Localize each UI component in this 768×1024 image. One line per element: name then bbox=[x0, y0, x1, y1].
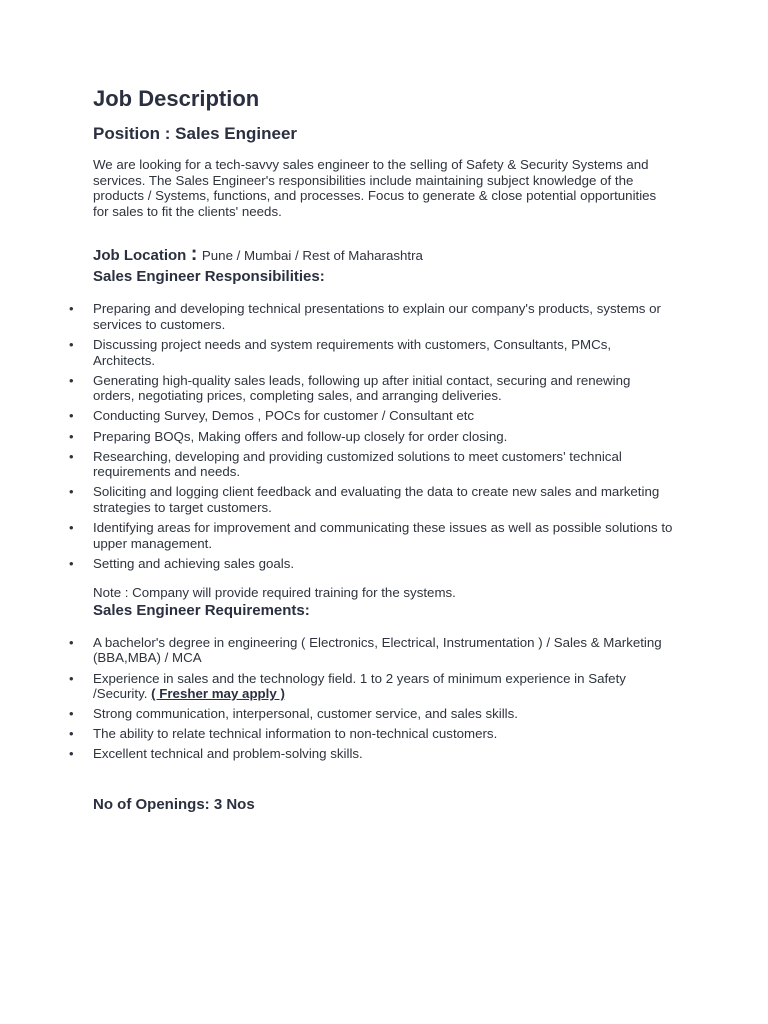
list-item-text: Preparing and developing technical presentations to explain our company's products, systems or services to customers. bbox=[93, 301, 661, 332]
list-item bbox=[69, 726, 673, 742]
list-item bbox=[69, 670, 673, 702]
list-item bbox=[69, 706, 673, 722]
list-item-text: Preparing BOQs, Making offers and follow-up closely for order closing. bbox=[93, 428, 508, 444]
requirements-list bbox=[69, 634, 673, 762]
bullet-icon: • bbox=[69, 555, 74, 571]
job-location-value: Pune / Mumbai / Rest of Maharashtra bbox=[201, 248, 423, 264]
bullet-icon: • bbox=[69, 520, 74, 535]
list-item-text: Conducting Survey, Demos , POCs for customer / Consultant etc bbox=[93, 408, 475, 424]
bullet-icon: • bbox=[69, 428, 74, 444]
list-item bbox=[69, 448, 673, 480]
list-item-text: Soliciting and logging client feedback and evaluating the data to create new sales and marketing strategies to target customers. bbox=[93, 484, 660, 515]
bullet-icon: • bbox=[69, 408, 74, 424]
list-item bbox=[69, 520, 673, 551]
bullet-icon: • bbox=[69, 670, 74, 686]
bullet-icon: • bbox=[69, 726, 74, 742]
training-note: Note : Company will provide required training for the systems. bbox=[93, 585, 456, 601]
responsibilities-heading: Sales Engineer Responsibilities: bbox=[93, 268, 325, 286]
bullet-icon: • bbox=[69, 634, 74, 650]
page-title: Job Description bbox=[93, 86, 260, 111]
list-item-text: Strong communication, interpersonal, customer service, and sales skills. bbox=[93, 706, 518, 722]
bullet-icon: • bbox=[69, 448, 74, 464]
list-item bbox=[69, 301, 673, 332]
bullet-icon: • bbox=[69, 746, 74, 762]
list-item-text: Setting and achieving sales goals. bbox=[93, 555, 295, 571]
list-item-text: Experience in sales and the technology field. 1 to 2 years of minimum experience in Safety /Security. bbox=[93, 670, 626, 702]
requirements-heading: Sales Engineer Requirements: bbox=[93, 601, 310, 619]
list-item-text: Researching, developing and providing customized solutions to meet customers' technical requirements and needs. bbox=[93, 448, 622, 480]
list-item-text: Excellent technical and problem-solving skills. bbox=[93, 746, 363, 762]
job-location-colon: : bbox=[190, 243, 198, 266]
list-item bbox=[69, 484, 673, 515]
job-description-page bbox=[69, 84, 673, 815]
job-location-line bbox=[93, 243, 673, 267]
openings-count: No of Openings: 3 Nos bbox=[93, 796, 255, 814]
list-item bbox=[69, 372, 673, 404]
list-item bbox=[69, 428, 673, 445]
bullet-icon: • bbox=[69, 372, 74, 388]
bullet-icon: • bbox=[69, 706, 74, 722]
job-location-label: Job Location bbox=[93, 247, 187, 265]
list-item bbox=[69, 408, 673, 424]
responsibilities-list bbox=[69, 301, 673, 571]
bullet-icon: • bbox=[69, 337, 74, 353]
list-item-text: Generating high-quality sales leads, following up after initial contact, securing and renewing orders, negotiating prices, completing sales, and arranging deliveries. bbox=[93, 372, 631, 404]
bullet-icon: • bbox=[69, 484, 74, 500]
position-heading: Position : Sales Engineer bbox=[93, 124, 298, 143]
list-item bbox=[69, 746, 673, 762]
list-item bbox=[69, 634, 673, 666]
list-item-text: The ability to relate technical information to non-technical customers. bbox=[93, 726, 498, 742]
list-item bbox=[69, 337, 673, 368]
list-item-text: Identifying areas for improvement and communicating these issues as well as possible solutions to upper management. bbox=[93, 520, 673, 551]
intro-paragraph: We are looking for a tech-savvy sales engineer to the selling of Safety & Security Systems and services. The Sales Engineer's responsibilities include maintaining subject knowledge of the products / Systems, functions, and processes. Focus to generate & close potential opportunities for sales to fit the clients' needs. bbox=[93, 157, 657, 219]
list-item bbox=[69, 555, 673, 572]
bullet-icon: • bbox=[69, 301, 74, 317]
fresher-may-apply-note: ( Fresher may apply ) bbox=[151, 686, 285, 702]
list-item-text: A bachelor's degree in engineering ( Electronics, Electrical, Instrumentation ) / Sales & Marketing (BBA,MBA) / MCA bbox=[93, 634, 662, 666]
list-item-text: Discussing project needs and system requirements with customers, Consultants, PMCs, Architects. bbox=[93, 337, 612, 368]
